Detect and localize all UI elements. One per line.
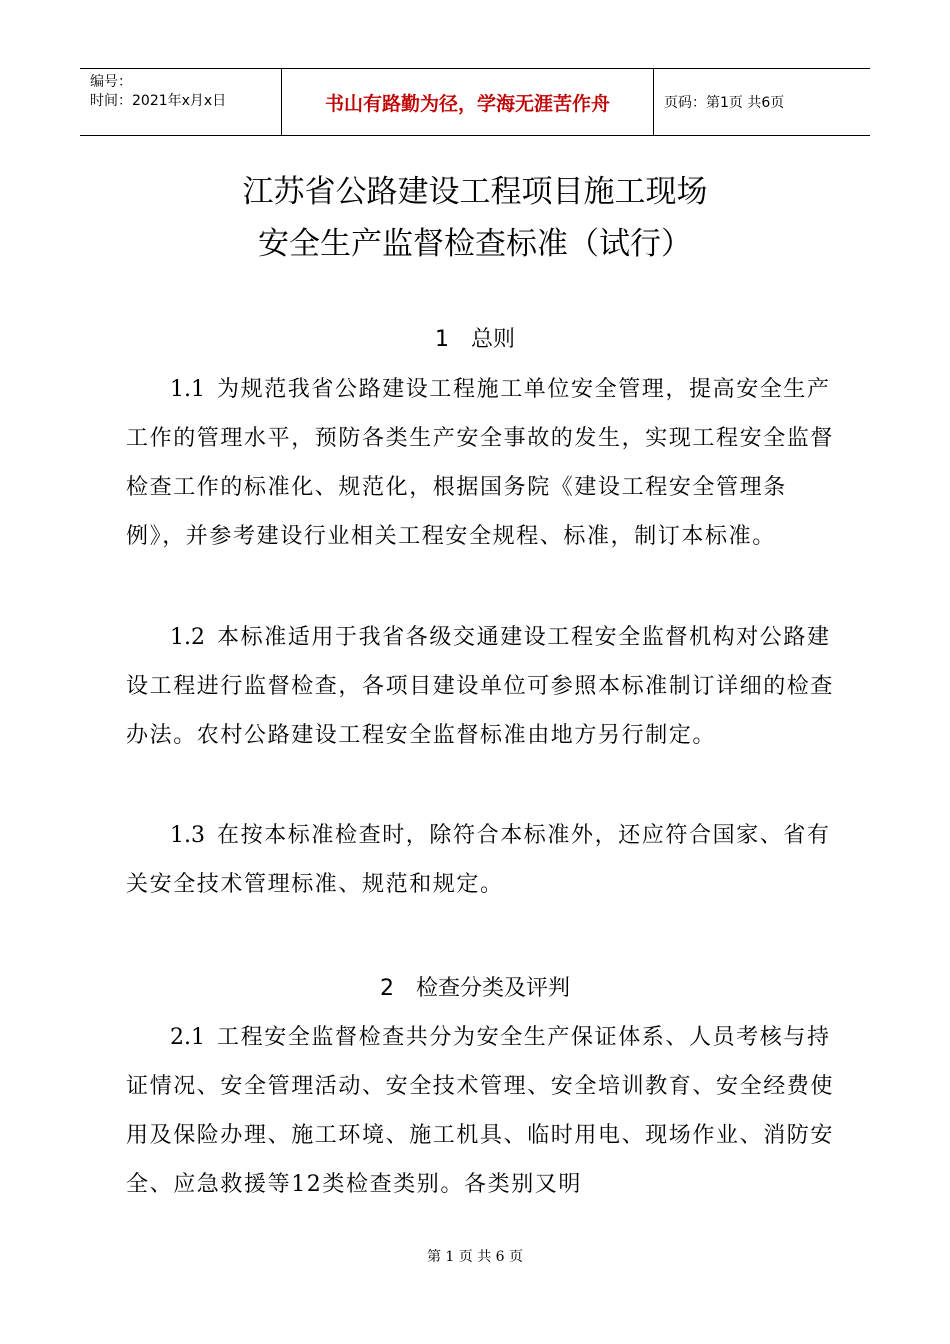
title-line-1: 江苏省公路建设工程项目施工现场 [242, 174, 708, 210]
page-header [80, 68, 870, 136]
paragraph-text: 在按本标准检查时，除符合本标准外，还应符合国家、省有关安全技术管理标准、规范和规定。 [126, 823, 831, 897]
page-footer: 第 1 页 共 6 页 [426, 1249, 524, 1265]
paragraph-text: 工程安全监督检查共分为安全生产保证体系、人员考核与持证情况、安全管理活动、安全技术管理、安全培训教育、安全经费使用及保险办理、施工环境、施工机具、临时用电、现场作业、消防安全、应急救援等12类检查类别。各类别又明 [126, 1025, 835, 1197]
paragraph-1-1 [126, 365, 838, 561]
time-label: 时间：2021年x月x日 [90, 93, 227, 109]
header-page-info: 页码：第1页 共6页 [664, 95, 785, 111]
paragraph-1-2 [126, 613, 838, 760]
header-meta [80, 69, 281, 135]
paragraph-text: 本标准适用于我省各级交通建设工程安全监督机构对公路建设工程进行监督检查，各项目建设单位可参照本标准制订详细的检查办法。农村公路建设工程安全监督标准由地方另行制定。 [126, 625, 835, 748]
document-title [0, 166, 950, 270]
number-label: 编号： [90, 74, 132, 90]
header-motto: 书山有路勤为径，学海无涯苦作舟 [281, 69, 654, 135]
section-heading-1: 1 总则 [435, 327, 515, 352]
section-heading-2: 2 检查分类及评判 [380, 976, 570, 1001]
paragraph-text: 为规范我省公路建设工程施工单位安全管理，提高安全生产工作的管理水平，预防各类生产安全事故的发生，实现工程安全监督检查工作的标准化、规范化，根据国务院《建设工程安全管理条例》，并参考建设行业相关工程安全规程、标准，制订本标准。 [126, 377, 835, 549]
paragraph-number: 2.1 [170, 1025, 205, 1050]
paragraph-number: 1.2 [170, 625, 205, 650]
paragraph-1-3 [126, 811, 838, 909]
paragraph-number: 1.3 [170, 823, 205, 848]
paragraph-number: 1.1 [170, 377, 205, 402]
title-line-2: 安全生产监督检查标准（试行） [258, 226, 692, 262]
paragraph-2-1 [126, 1013, 838, 1209]
